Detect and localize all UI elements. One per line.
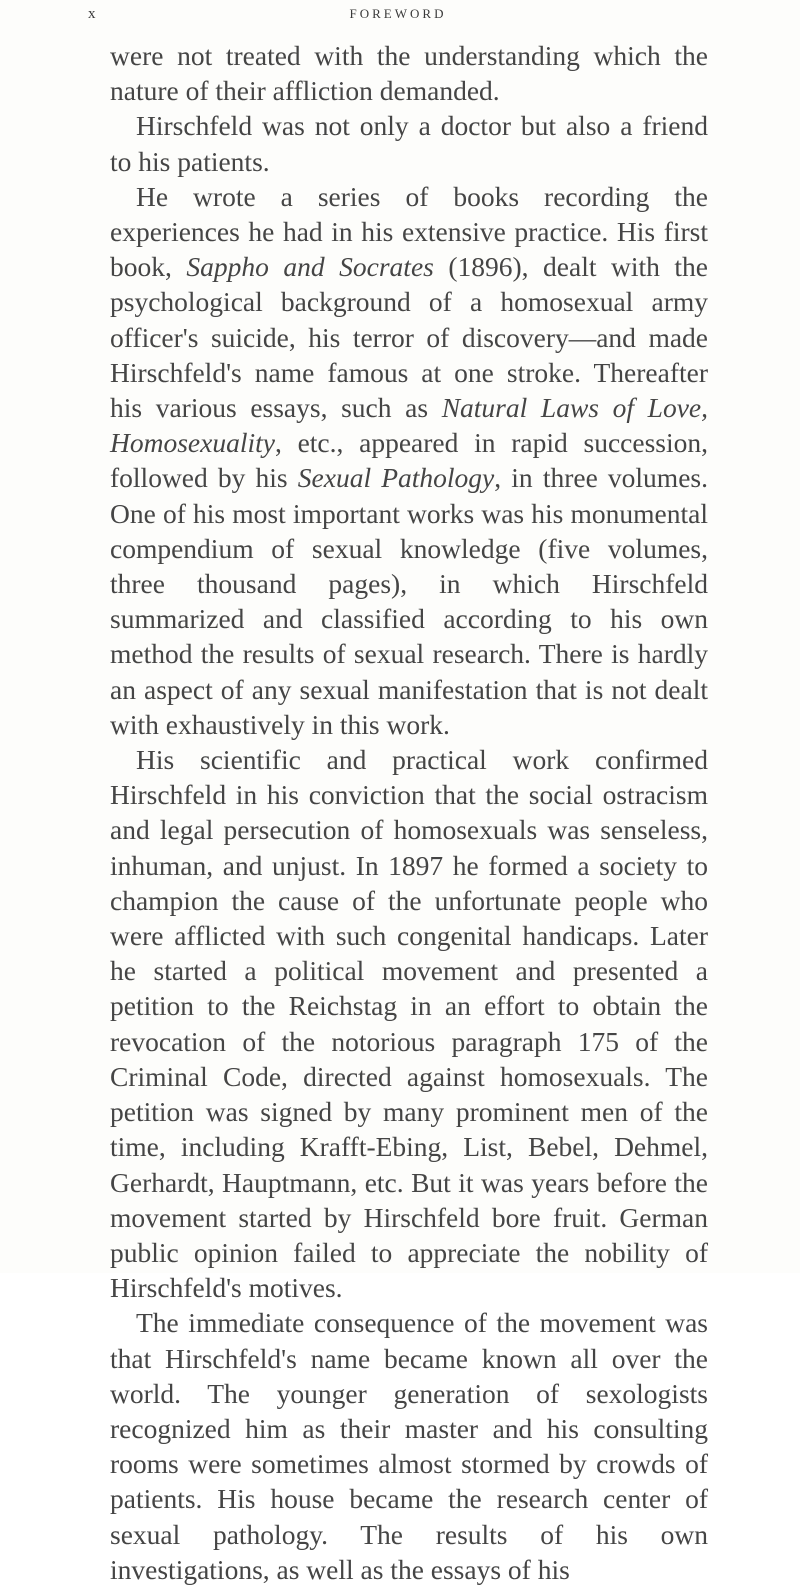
text-segment: (1896), dealt with the psychological background of a homosexual army officer's suicide, his terror of discovery—and made Hirschfeld's name famous at one stroke. Thereafter his various essays, such as xyxy=(110,251,708,424)
text-segment: His scientific and practical work confirmed Hirschfeld in his conviction that the social ostracism and legal persecution of homosexuals was senseless, inhuman, and unjust. In 1897 he formed a society to champion the cause of the unfortunate people who were afflicted with such congenital handicaps. Later he started a political movement and presented a petition to the Reichstag in an effort to obtain the revocation of the notorious paragraph 175 of the Criminal Code, directed against homosexuals. The petition was signed by many prominent men of the time, including Krafft-Ebing, List, Bebel, Dehmel, Gerhardt, Hauptmann, etc. But it was years before the movement started by Hirschfeld bore fruit. German public opinion failed to appreciate the nobility of Hirschfeld's motives. xyxy=(110,744,708,1304)
running-head: FOREWORD xyxy=(349,6,447,21)
text-segment: were not treated with the understanding which the nature of their affliction demanded. xyxy=(110,40,708,107)
paragraph-p1 xyxy=(110,38,708,108)
text-segment: , etc., appeared in rapid succession, followed by his xyxy=(110,427,708,494)
paragraph-p2 xyxy=(110,108,708,178)
paragraph-p5 xyxy=(110,1305,708,1587)
book-title: Sappho and Socrates xyxy=(186,251,434,283)
paragraph-p3 xyxy=(110,179,708,742)
book-title: Sexual Pathology xyxy=(297,462,495,494)
text-segment: The immediate consequence of the movement was that Hirschfeld's name became known all over the world. The younger generation of sexologists recognized him as their master and his consulting rooms were sometimes almost stormed by crowds of patients. His house became the research center of sexual pathology. The results of his own investigations, as well as the essays of his xyxy=(110,1307,708,1585)
page-header xyxy=(88,6,708,30)
body-text xyxy=(110,38,708,1587)
text-segment: , in three volumes. One of his most important works was his monumental compendium of sexual knowledge (five volumes, three thousand pages), in which Hirschfeld summarized and classified according to his own method the results of sexual research. There is hardly an aspect of any sexual manifestation that is not dealt with exhaustively in this work. xyxy=(110,462,708,740)
paragraph-p4 xyxy=(110,742,708,1305)
page-number: x xyxy=(88,6,98,22)
text-segment: He wrote a series of books recording the experiences he had in his extensive practice. His first book, xyxy=(110,180,708,283)
book-title: Natural Laws of Love, Homosexuality xyxy=(110,392,708,459)
text-segment: Hirschfeld was not only a doctor but also a friend to his patients. xyxy=(110,110,708,177)
